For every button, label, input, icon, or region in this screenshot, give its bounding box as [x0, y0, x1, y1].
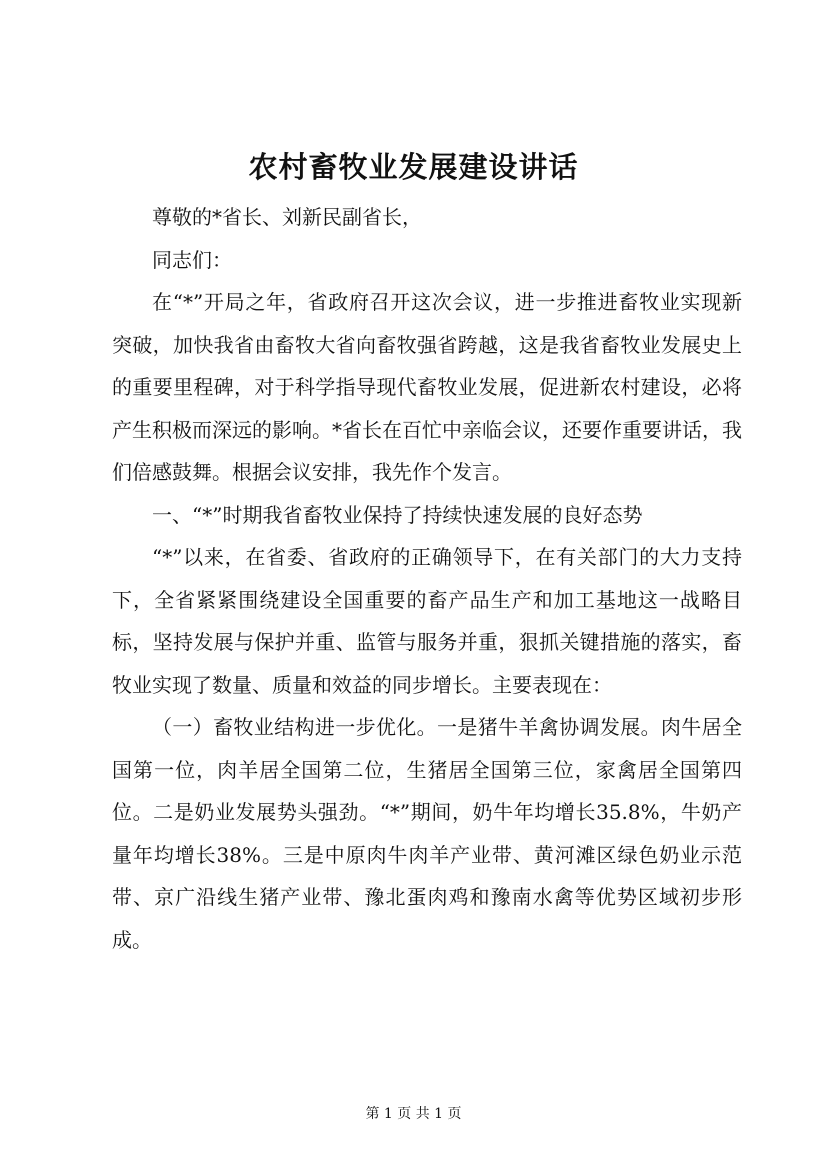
greeting-paragraph: 同志们：: [152, 247, 232, 272]
body-paragraph: （一）畜牧业结构进一步优化。一是猪牛羊禽协调发展。肉牛居全国第一位，肉羊居全国第二位，生猪居全国第三位，家禽居全国第四位。二是奶业发展势头强劲。“*”期间，奶牛年均增长35.8%，牛奶产量年均增长38%。三是中原肉牛肉羊产业带、黄河滩区绿色奶业示范带、京广沿线生猪产业带、豫北蛋肉鸡和豫南水禽等优势区域初步形成。: [112, 715, 742, 952]
document-body: [112, 196, 742, 961]
page-footer: 第 1 页 共 1 页: [365, 1106, 462, 1122]
salutation-paragraph: 尊敬的*省长、刘新民副省长，: [152, 205, 422, 229]
section-heading: 一、“*”时期我省畜牧业保持了持续快速发展的良好态势: [152, 502, 643, 527]
opening-paragraph: 在“*”开局之年，省政府召开这次会议，进一步推进畜牧业实现新突破，加快我省由畜牧大省向畜牧强省跨越，这是我省畜牧业发展史上的重要里程碑，对于科学指导现代畜牧业发展，促进新农村建设，必将产生积极而深远的影响。*省长在百忙中亲临会议，还要作重要讲话，我们倍感鼓舞。根据会议安排，我先作个发言。: [112, 290, 742, 484]
document-title: 农村畜牧业发展建设讲话: [248, 150, 579, 184]
body-paragraph: “*”以来，在省委、省政府的正确领导下，在有关部门的大力支持下，全省紧紧围绕建设全国重要的畜产品生产和加工基地这一战略目标，坚持发展与保护并重、监管与服务并重，狠抓关键措施的落实，畜牧业实现了数量、质量和效益的同步增长。主要表现在：: [112, 545, 742, 697]
